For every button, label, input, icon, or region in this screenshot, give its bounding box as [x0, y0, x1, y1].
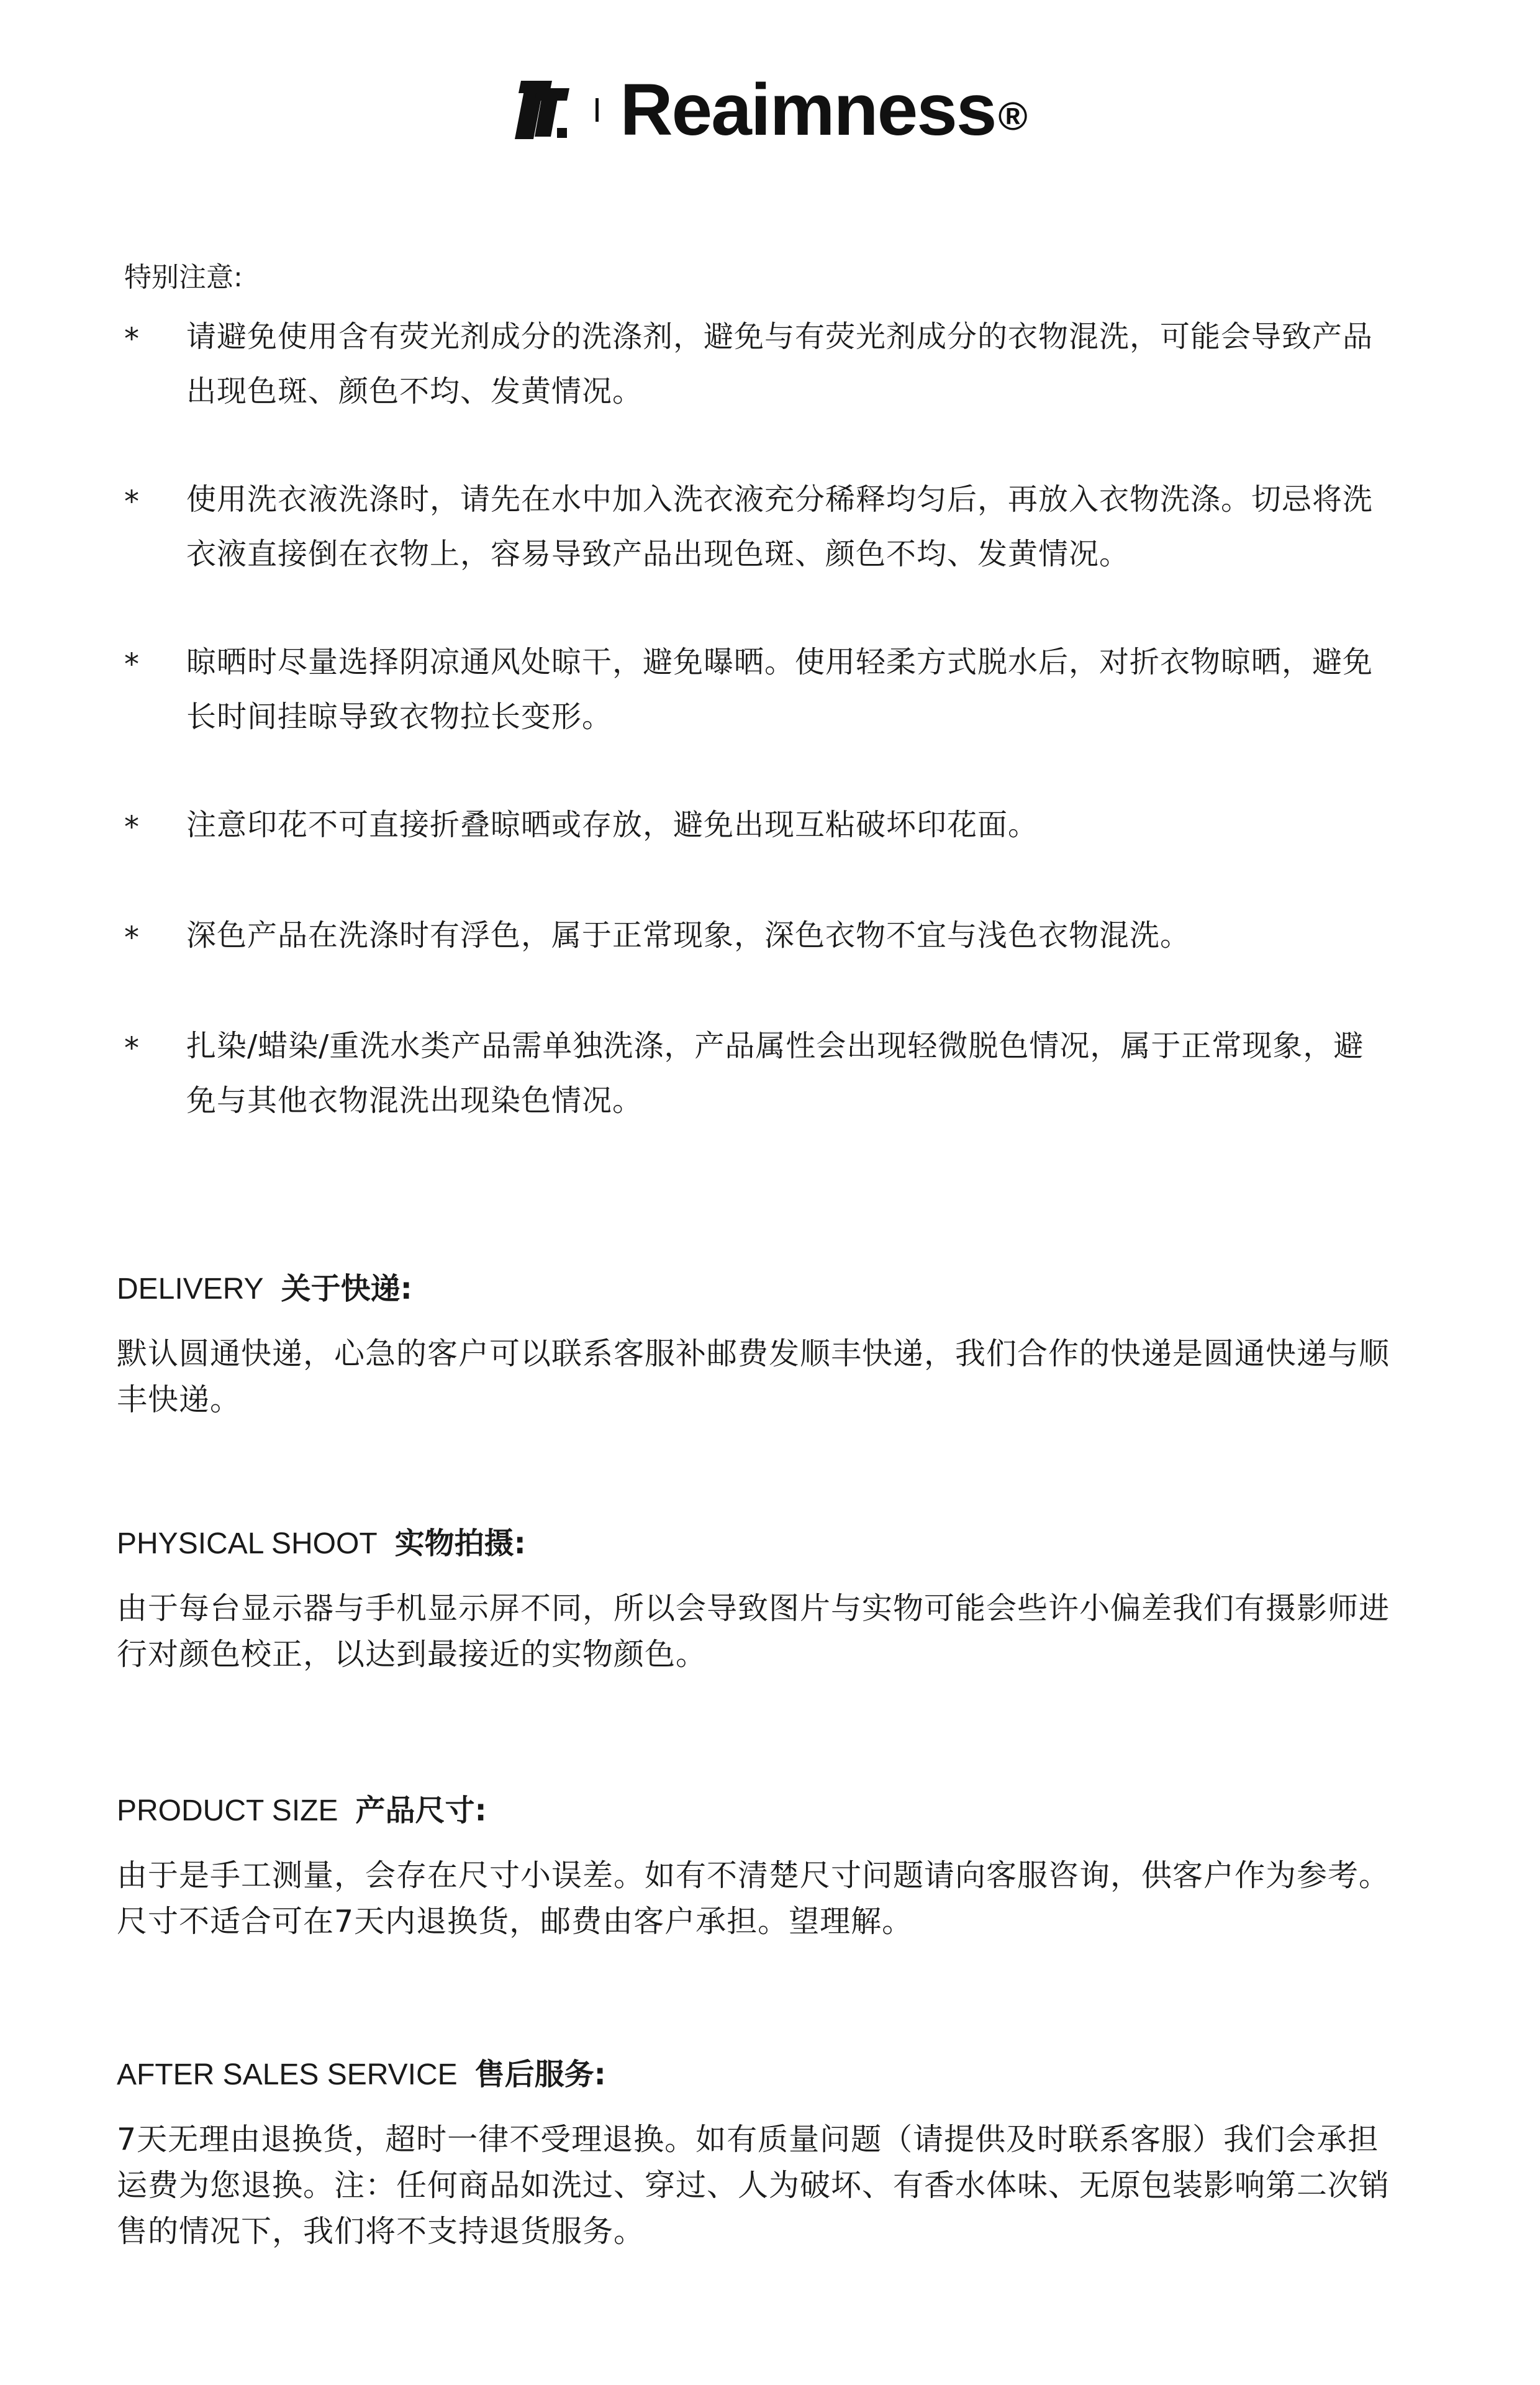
notice-item-line: 长时间挂晾导致衣物拉长变形。 — [186, 699, 613, 734]
physical-shoot-section — [117, 1522, 1427, 1678]
product-size-heading — [117, 1789, 1427, 1833]
logo-divider — [596, 98, 599, 122]
product-size-heading-en: PRODUCT SIZE — [117, 1794, 338, 1827]
notice-item — [124, 797, 1416, 855]
registered-mark: ® — [998, 94, 1028, 139]
bullet-star-icon: * — [124, 647, 139, 682]
product-size-section — [117, 1789, 1427, 1945]
after-sales-heading-zh: 售后服务: — [474, 2057, 606, 2092]
notice-item-line: 出现色斑、颜色不均、发黄情况。 — [186, 374, 643, 409]
delivery-heading — [117, 1267, 1427, 1311]
brand-name: Reaimness — [620, 69, 996, 151]
notice-item-line: 请避免使用含有荧光剂成分的洗涤剂，避免与有荧光剂成分的衣物混洗，可能会导致产品 — [186, 319, 1374, 354]
notice-item-line: 晾晒时尽量选择阴凉通风处晾干，避免曝晒。使用轻柔方式脱水后，对折衣物晾晒，避免 — [186, 645, 1374, 679]
bullet-star-icon: * — [124, 484, 139, 519]
after-sales-section — [117, 2053, 1427, 2255]
after-sales-body-line: 7天无理由退换货，超时一律不受理退换。如有质量问题（请提供及时联系客服）我们会承担 — [117, 2122, 1379, 2157]
special-notice — [124, 255, 1416, 1181]
brand-logo — [0, 69, 1540, 151]
notice-item-text — [186, 797, 1416, 852]
physical-shoot-body — [117, 1586, 1427, 1678]
physical-shoot-heading-zh: 实物拍摄: — [394, 1526, 526, 1561]
delivery-body-line: 默认圆通快递，心急的客户可以联系客服补邮费发顺丰快递，我们合作的快递是圆通快递与顺 — [117, 1336, 1390, 1371]
physical-shoot-body-line: 行对颜色校正，以达到最接近的实物颜色。 — [117, 1637, 707, 1672]
physical-shoot-heading-en: PHYSICAL SHOOT — [117, 1527, 378, 1560]
notice-item-text — [186, 908, 1416, 963]
physical-shoot-body-line: 由于每台显示器与手机显示屏不同，所以会导致图片与实物可能会些许小偏差我们有摄影师进 — [117, 1591, 1390, 1626]
after-sales-body-line: 售的情况下，我们将不支持退货服务。 — [117, 2214, 645, 2249]
after-sales-heading-en: AFTER SALES SERVICE — [117, 2058, 458, 2091]
bullet-star-icon: * — [124, 810, 139, 845]
physical-shoot-heading — [117, 1522, 1427, 1566]
notice-item-text — [186, 1019, 1416, 1128]
bullet-star-icon: * — [124, 1031, 139, 1066]
notice-item-line: 深色产品在洗涤时有浮色，属于正常现象，深色衣物不宜与浅色衣物混洗。 — [186, 918, 1191, 953]
notice-item-line: 使用洗衣液洗涤时，请先在水中加入洗衣液充分稀释均匀后，再放入衣物洗涤。切忌将洗 — [186, 482, 1374, 517]
notice-item-line: 扎染/蜡染/重洗水类产品需单独洗涤，产品属性会出现轻微脱色情况，属于正常现象，避 — [186, 1029, 1364, 1063]
product-size-heading-zh: 产品尺寸: — [355, 1793, 487, 1828]
notice-item-line: 注意印花不可直接折叠晾晒或存放，避免出现互粘破坏印花面。 — [186, 807, 1039, 842]
after-sales-body — [117, 2117, 1427, 2255]
after-sales-heading — [117, 2053, 1427, 2097]
product-size-body — [117, 1853, 1427, 1945]
notice-item-line: 衣液直接倒在衣物上，容易导致产品出现色斑、颜色不均、发黄情况。 — [186, 537, 1130, 571]
bullet-star-icon: * — [124, 920, 139, 955]
notice-item — [124, 1019, 1416, 1128]
delivery-heading-en: DELIVERY — [117, 1273, 264, 1306]
delivery-body-line: 丰快递。 — [117, 1382, 242, 1417]
bullet-star-icon: * — [124, 322, 139, 357]
product-size-body-line: 由于是手工测量，会存在尺寸小误差。如有不清楚尺寸问题请向客服咨询，供客户作为参考。 — [117, 1858, 1390, 1893]
notice-item-text — [186, 472, 1416, 581]
notice-item — [124, 908, 1416, 965]
rr-logo-mark-icon — [512, 76, 574, 144]
notice-item-text — [186, 635, 1416, 744]
notice-title: 特别注意: — [124, 261, 243, 293]
after-sales-body-line: 运费为您退换。注：任何商品如洗过、穿过、人为破坏、有香水体味、无原包装影响第二次销 — [117, 2168, 1390, 2203]
delivery-section — [117, 1267, 1427, 1423]
notice-item-text — [186, 309, 1416, 419]
notice-item — [124, 309, 1416, 419]
delivery-body — [117, 1331, 1427, 1423]
product-size-body-line: 尺寸不适合可在7天内退换货，邮费由客户承担。望理解。 — [117, 1904, 913, 1939]
notice-item — [124, 472, 1416, 581]
notice-item-line: 免与其他衣物混洗出现染色情况。 — [186, 1083, 643, 1118]
delivery-heading-zh: 关于快递: — [281, 1271, 412, 1306]
notice-item — [124, 635, 1416, 744]
